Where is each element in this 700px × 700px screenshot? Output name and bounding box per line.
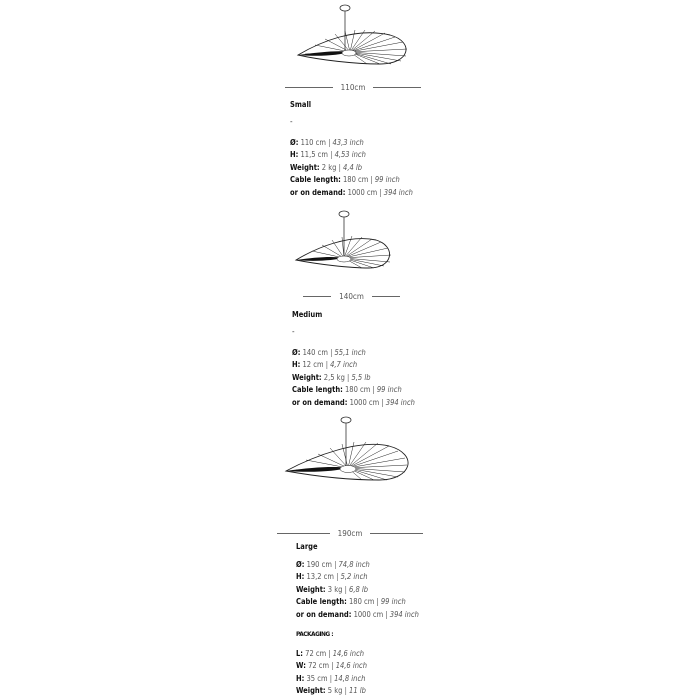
spec-label: Weight:	[296, 584, 326, 594]
dimension-rule	[370, 533, 423, 534]
spec-imperial: 6,8 lb	[349, 584, 369, 594]
spec-label: H:	[296, 572, 305, 582]
spec-label: Ø:	[290, 138, 299, 147]
spec-metric: 1000 cm	[349, 397, 380, 407]
spec-label: Weight:	[296, 686, 326, 696]
spec-sep: |	[330, 348, 333, 357]
pendant-lamp-icon	[295, 2, 425, 70]
spec-metric: 13,2 cm	[306, 572, 334, 582]
size-title-small: Small	[290, 100, 312, 109]
spec-metric: 12 cm	[302, 360, 324, 370]
spec-metric: 180 cm	[342, 175, 369, 185]
spec-row	[296, 648, 367, 660]
separator-dash: -	[292, 327, 295, 336]
spec-list-small	[290, 137, 413, 199]
spec-label: or on demand:	[296, 609, 352, 619]
dimension-rule	[373, 87, 421, 88]
spec-sep: |	[385, 609, 388, 619]
spec-metric: 72 cm	[305, 649, 327, 658]
spec-row	[292, 384, 415, 396]
spec-row	[290, 149, 413, 161]
spec-imperial: 5,5 lb	[351, 372, 371, 382]
spec-metric: 1000 cm	[347, 187, 378, 197]
spec-row	[290, 174, 413, 186]
lamp-illustration-small	[295, 2, 425, 70]
spec-imperial: 43,3 inch	[332, 138, 364, 147]
spec-metric: 11,5 cm	[300, 150, 328, 160]
spec-metric: 180 cm	[344, 385, 371, 395]
spec-imperial: 74,8 inch	[338, 560, 370, 569]
spec-label: W:	[296, 661, 306, 671]
spec-row	[296, 609, 419, 621]
spec-sep: |	[372, 385, 375, 395]
spec-label: Cable length:	[292, 385, 343, 395]
spec-row	[296, 673, 367, 685]
pendant-lamp-icon	[284, 414, 414, 482]
dimension-label: 190cm	[337, 529, 363, 538]
spec-label: or on demand:	[290, 187, 346, 197]
size-title-medium: Medium	[292, 310, 323, 319]
spec-row	[292, 359, 415, 371]
spec-sep: |	[329, 673, 332, 683]
dimension-label: 110cm	[340, 83, 366, 92]
spec-list-packaging	[296, 648, 367, 698]
spec-imperial: 4,53 inch	[334, 150, 366, 160]
spec-row	[292, 347, 415, 359]
spec-metric: 5 kg	[327, 686, 343, 696]
spec-label: Ø:	[296, 560, 305, 569]
spec-row	[296, 571, 419, 583]
spec-sep: |	[347, 372, 350, 382]
packaging-title: PACKAGING :	[296, 630, 334, 638]
spec-metric: 1000 cm	[353, 609, 384, 619]
spec-sep: |	[331, 661, 334, 671]
spec-sep: |	[379, 187, 382, 197]
pendant-lamp-icon	[294, 208, 398, 270]
spec-row	[290, 137, 413, 149]
spec-metric: 72 cm	[308, 661, 330, 671]
spec-imperial: 4,7 inch	[330, 360, 358, 370]
lamp-illustration-medium	[294, 208, 398, 270]
spec-row	[296, 660, 367, 672]
spec-sep: |	[370, 175, 373, 185]
spec-label: or on demand:	[292, 397, 348, 407]
spec-metric: 35 cm	[306, 673, 328, 683]
spec-sep: |	[344, 686, 347, 696]
spec-metric: 2,5 kg	[323, 372, 345, 382]
dimension-rule	[277, 533, 330, 534]
spec-label: Weight:	[290, 162, 320, 172]
spec-sep: |	[344, 584, 347, 594]
spec-sep: |	[336, 572, 339, 582]
spec-label: Weight:	[292, 372, 322, 382]
spec-sep: |	[334, 560, 337, 569]
spec-list-medium	[292, 347, 415, 409]
spec-label: L:	[296, 649, 303, 658]
spec-metric: 140 cm	[302, 348, 328, 357]
spec-label: Cable length:	[290, 175, 341, 185]
spec-imperial: 99 inch	[380, 597, 406, 607]
spec-row	[296, 596, 419, 608]
spec-imperial: 4,4 lb	[343, 162, 363, 172]
spec-row	[296, 584, 419, 596]
spec-label: H:	[296, 673, 305, 683]
spec-imperial: 99 inch	[376, 385, 402, 395]
spec-metric: 110 cm	[300, 138, 326, 147]
spec-label: Ø:	[292, 348, 301, 357]
spec-label: Cable length:	[296, 597, 347, 607]
spec-sep: |	[338, 162, 341, 172]
spec-row	[296, 685, 367, 697]
spec-imperial: 55,1 inch	[334, 348, 366, 357]
spec-row	[290, 162, 413, 174]
spec-metric: 2 kg	[321, 162, 337, 172]
dimension-line-small	[285, 83, 421, 92]
lamp-illustration-large	[284, 414, 414, 482]
size-title-large: Large	[296, 542, 318, 551]
spec-imperial: 14,6 inch	[332, 649, 365, 658]
spec-sep: |	[330, 150, 333, 160]
spec-metric: 180 cm	[348, 597, 375, 607]
spec-row	[292, 372, 415, 384]
spec-imperial: 394 inch	[385, 397, 415, 407]
spec-row	[290, 187, 413, 199]
spec-imperial: 14,6 inch	[335, 661, 367, 671]
dimension-line-medium	[303, 292, 400, 301]
spec-metric: 3 kg	[327, 584, 343, 594]
spec-label: H:	[290, 150, 299, 160]
spec-sep: |	[328, 138, 331, 147]
spec-imperial: 5,2 inch	[340, 572, 368, 582]
dimension-line-large	[277, 529, 423, 538]
dimension-rule	[372, 296, 400, 297]
spec-sep: |	[376, 597, 379, 607]
spec-imperial: 394 inch	[389, 609, 419, 619]
spec-row	[296, 559, 419, 571]
spec-sep: |	[325, 360, 328, 370]
spec-metric: 190 cm	[306, 560, 332, 569]
spec-imperial: 14,8 inch	[334, 673, 366, 683]
separator-dash: -	[290, 117, 293, 126]
spec-imperial: 394 inch	[383, 187, 413, 197]
dimension-rule	[285, 87, 333, 88]
spec-row	[292, 397, 415, 409]
dimension-label: 140cm	[339, 292, 364, 301]
spec-label: H:	[292, 360, 301, 370]
spec-imperial: 11 lb	[349, 686, 366, 696]
spec-imperial: 99 inch	[374, 175, 400, 185]
spec-sep: |	[381, 397, 384, 407]
dimension-rule	[303, 296, 331, 297]
spec-sep: |	[328, 649, 331, 658]
spec-list-large	[296, 559, 419, 621]
